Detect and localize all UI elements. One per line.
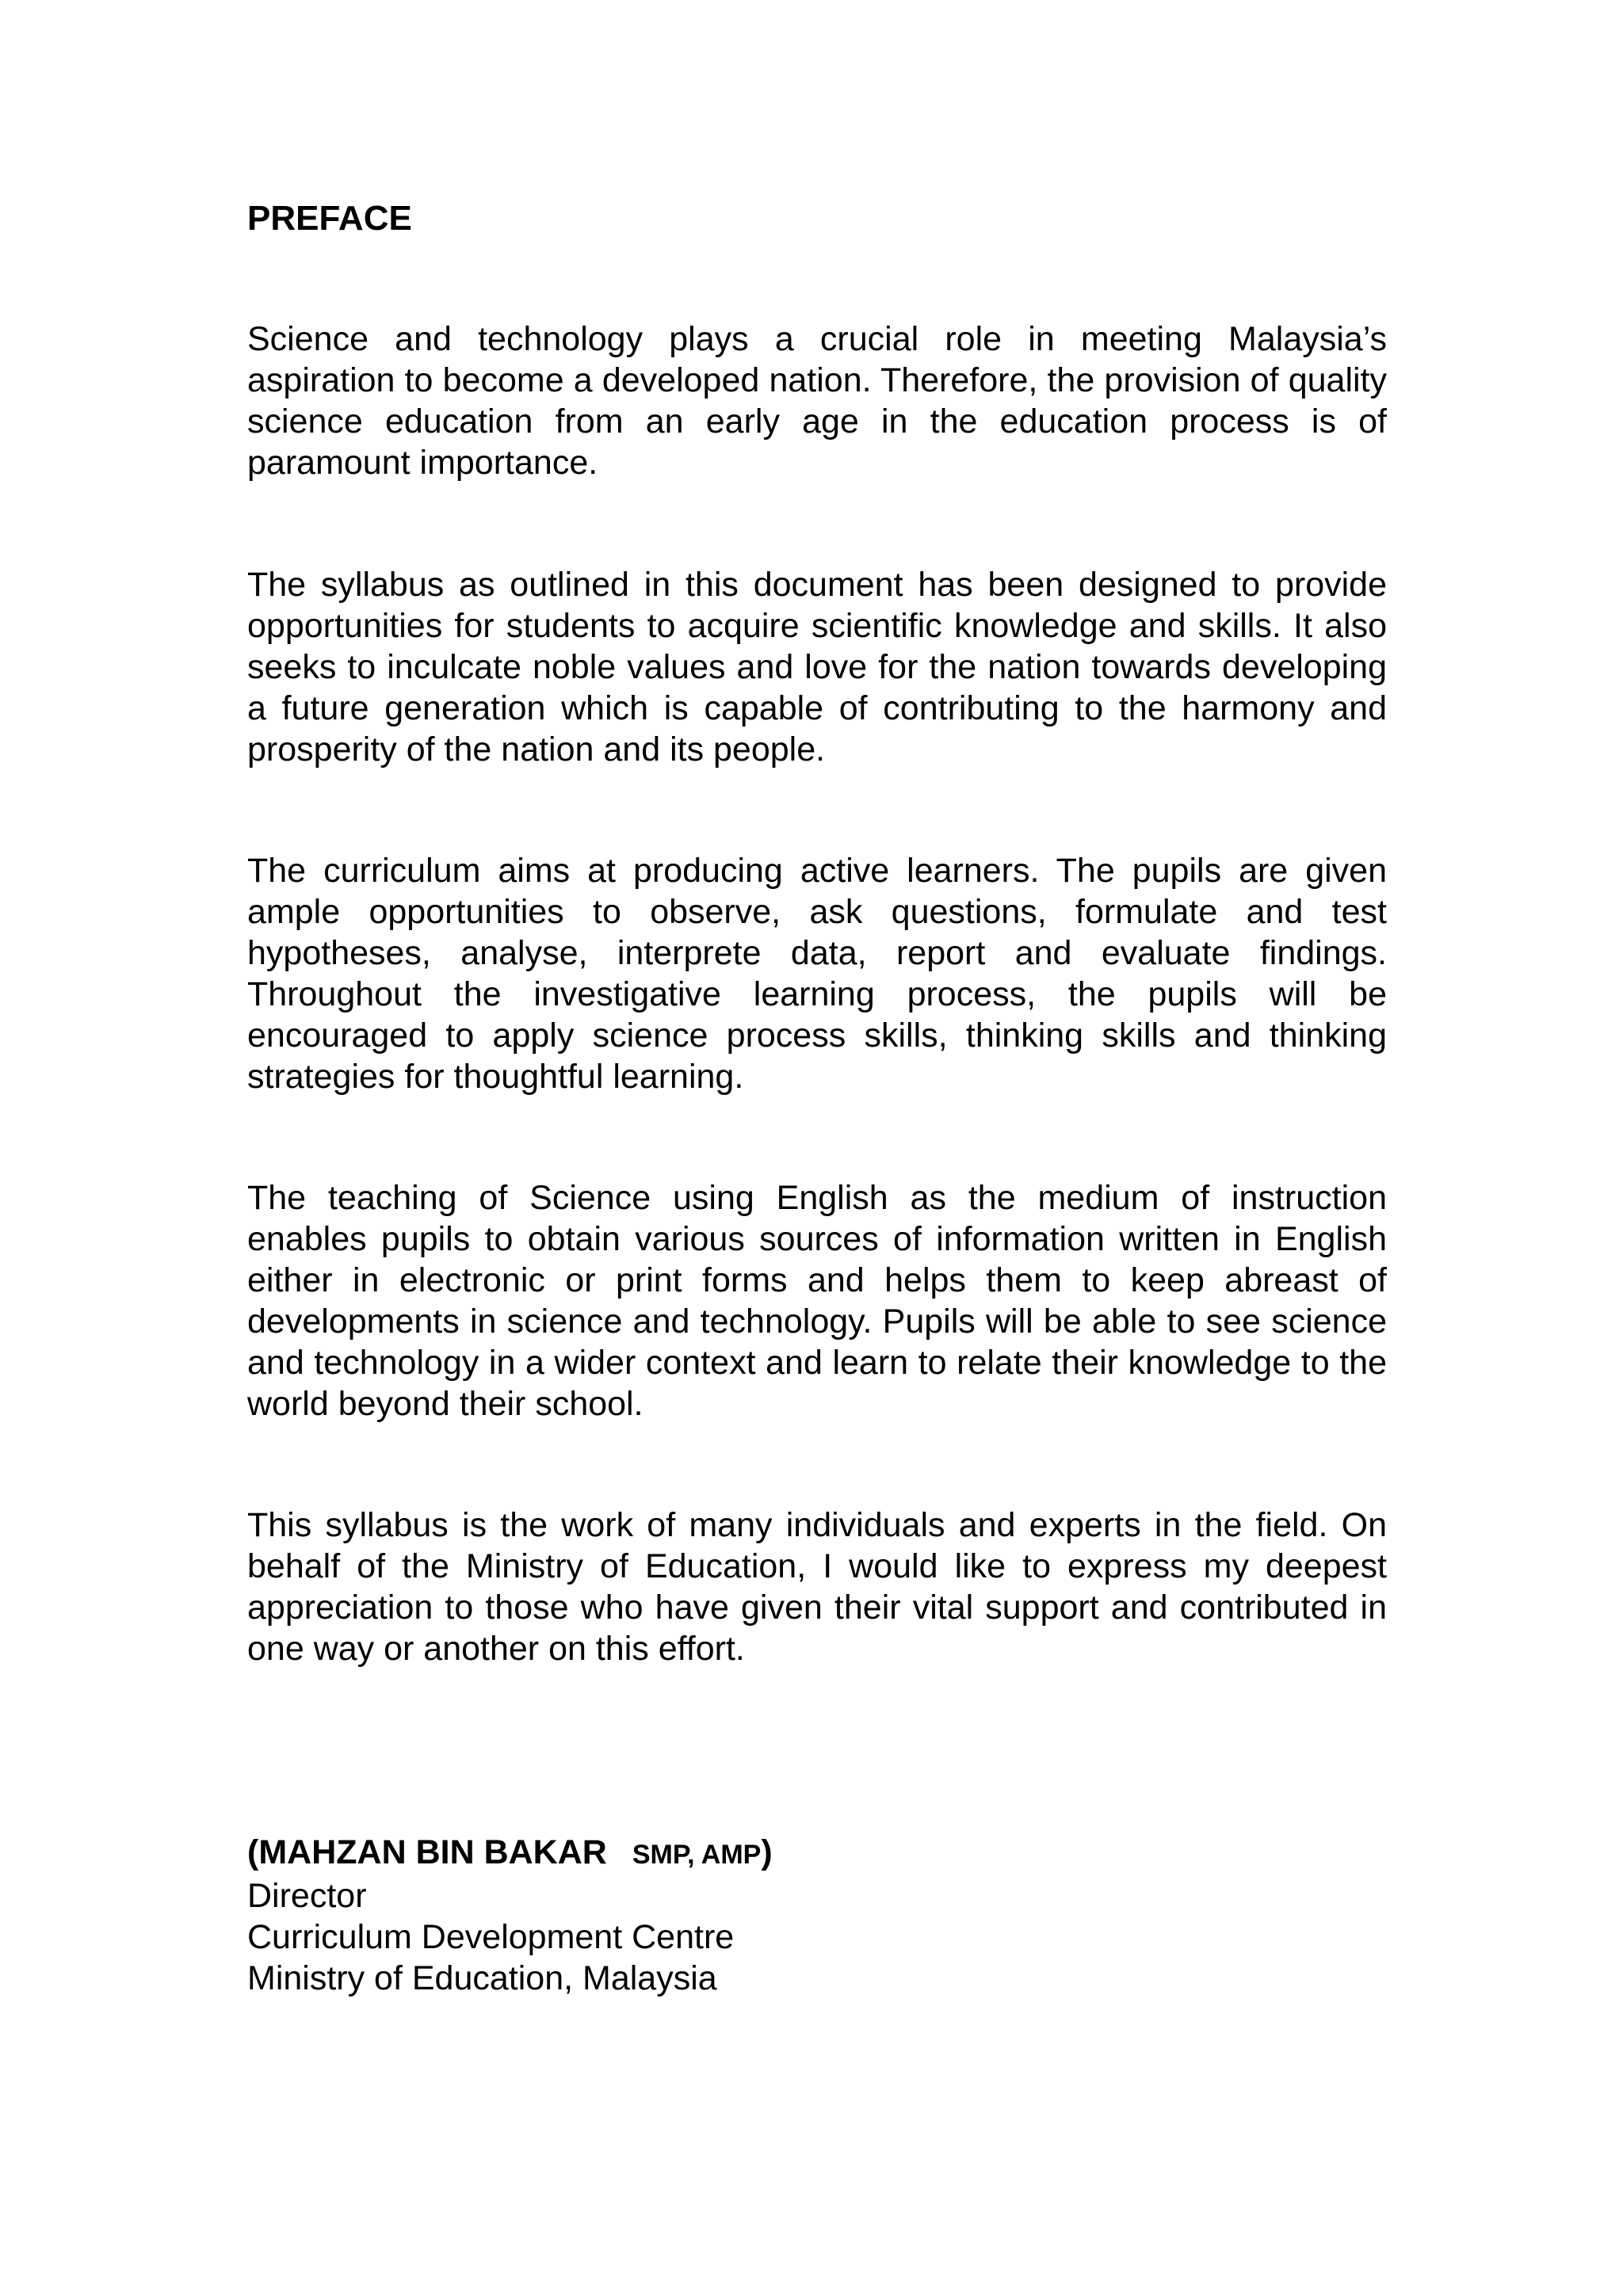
signatory-ministry: Ministry of Education, Malaysia xyxy=(247,1959,717,1997)
signatory-position: Director xyxy=(247,1877,367,1915)
signatory-department: Curriculum Development Centre xyxy=(247,1918,735,1956)
signature-block xyxy=(247,1832,1198,1999)
signatory-close-paren: ) xyxy=(761,1833,773,1871)
preface-paragraph-4: The teaching of Science using English as the medium of instruction enables pupils to obtain various sources of information written in English either in electronic or print forms and helps them to keep abreast of developments in science and technology. Pupils will be able to see science and technology in a wider context and learn to relate their knowledge to the world beyond their school. xyxy=(247,1179,1387,1423)
signatory-open-paren: ( xyxy=(247,1833,259,1871)
preface-paragraph-3: The curriculum aims at producing active learners. The pupils are given ample opportunities to observe, ask questions, formulate and test hypotheses, analyse, interprete data, report and evaluate findings. Throughout the investigative learning process, the pupils will be encouraged to apply science process skills, thinking skills and thinking strategies for thoughtful learning. xyxy=(247,852,1387,1096)
preface-paragraph-5: This syllabus is the work of many individuals and experts in the field. On behalf of the Ministry of Education, I would like to express my deepest appreciation to those who have given their vital support and contributed in one way or another on this effort. xyxy=(247,1506,1387,1668)
preface-paragraph-2: The syllabus as outlined in this document has been designed to provide opportunities for students to acquire scientific knowledge and skills. It also seeks to inculcate noble values and love for the nation towards developing a future generation which is capable of contributing to the harmony and prosperity of the nation and its people. xyxy=(247,566,1387,769)
preface-paragraph-1: Science and technology plays a crucial role in meeting Malaysia’s aspiration to become a developed nation. Therefore, the provision of quality science education from an early age in the education process is of paramount importance. xyxy=(247,320,1387,482)
page-title: PREFACE xyxy=(247,199,412,238)
signatory-name-line xyxy=(247,1832,1198,1875)
signatory-honours: SMP, AMP xyxy=(632,1840,762,1870)
signatory-name: MAHZAN BIN BAKAR xyxy=(258,1833,607,1871)
